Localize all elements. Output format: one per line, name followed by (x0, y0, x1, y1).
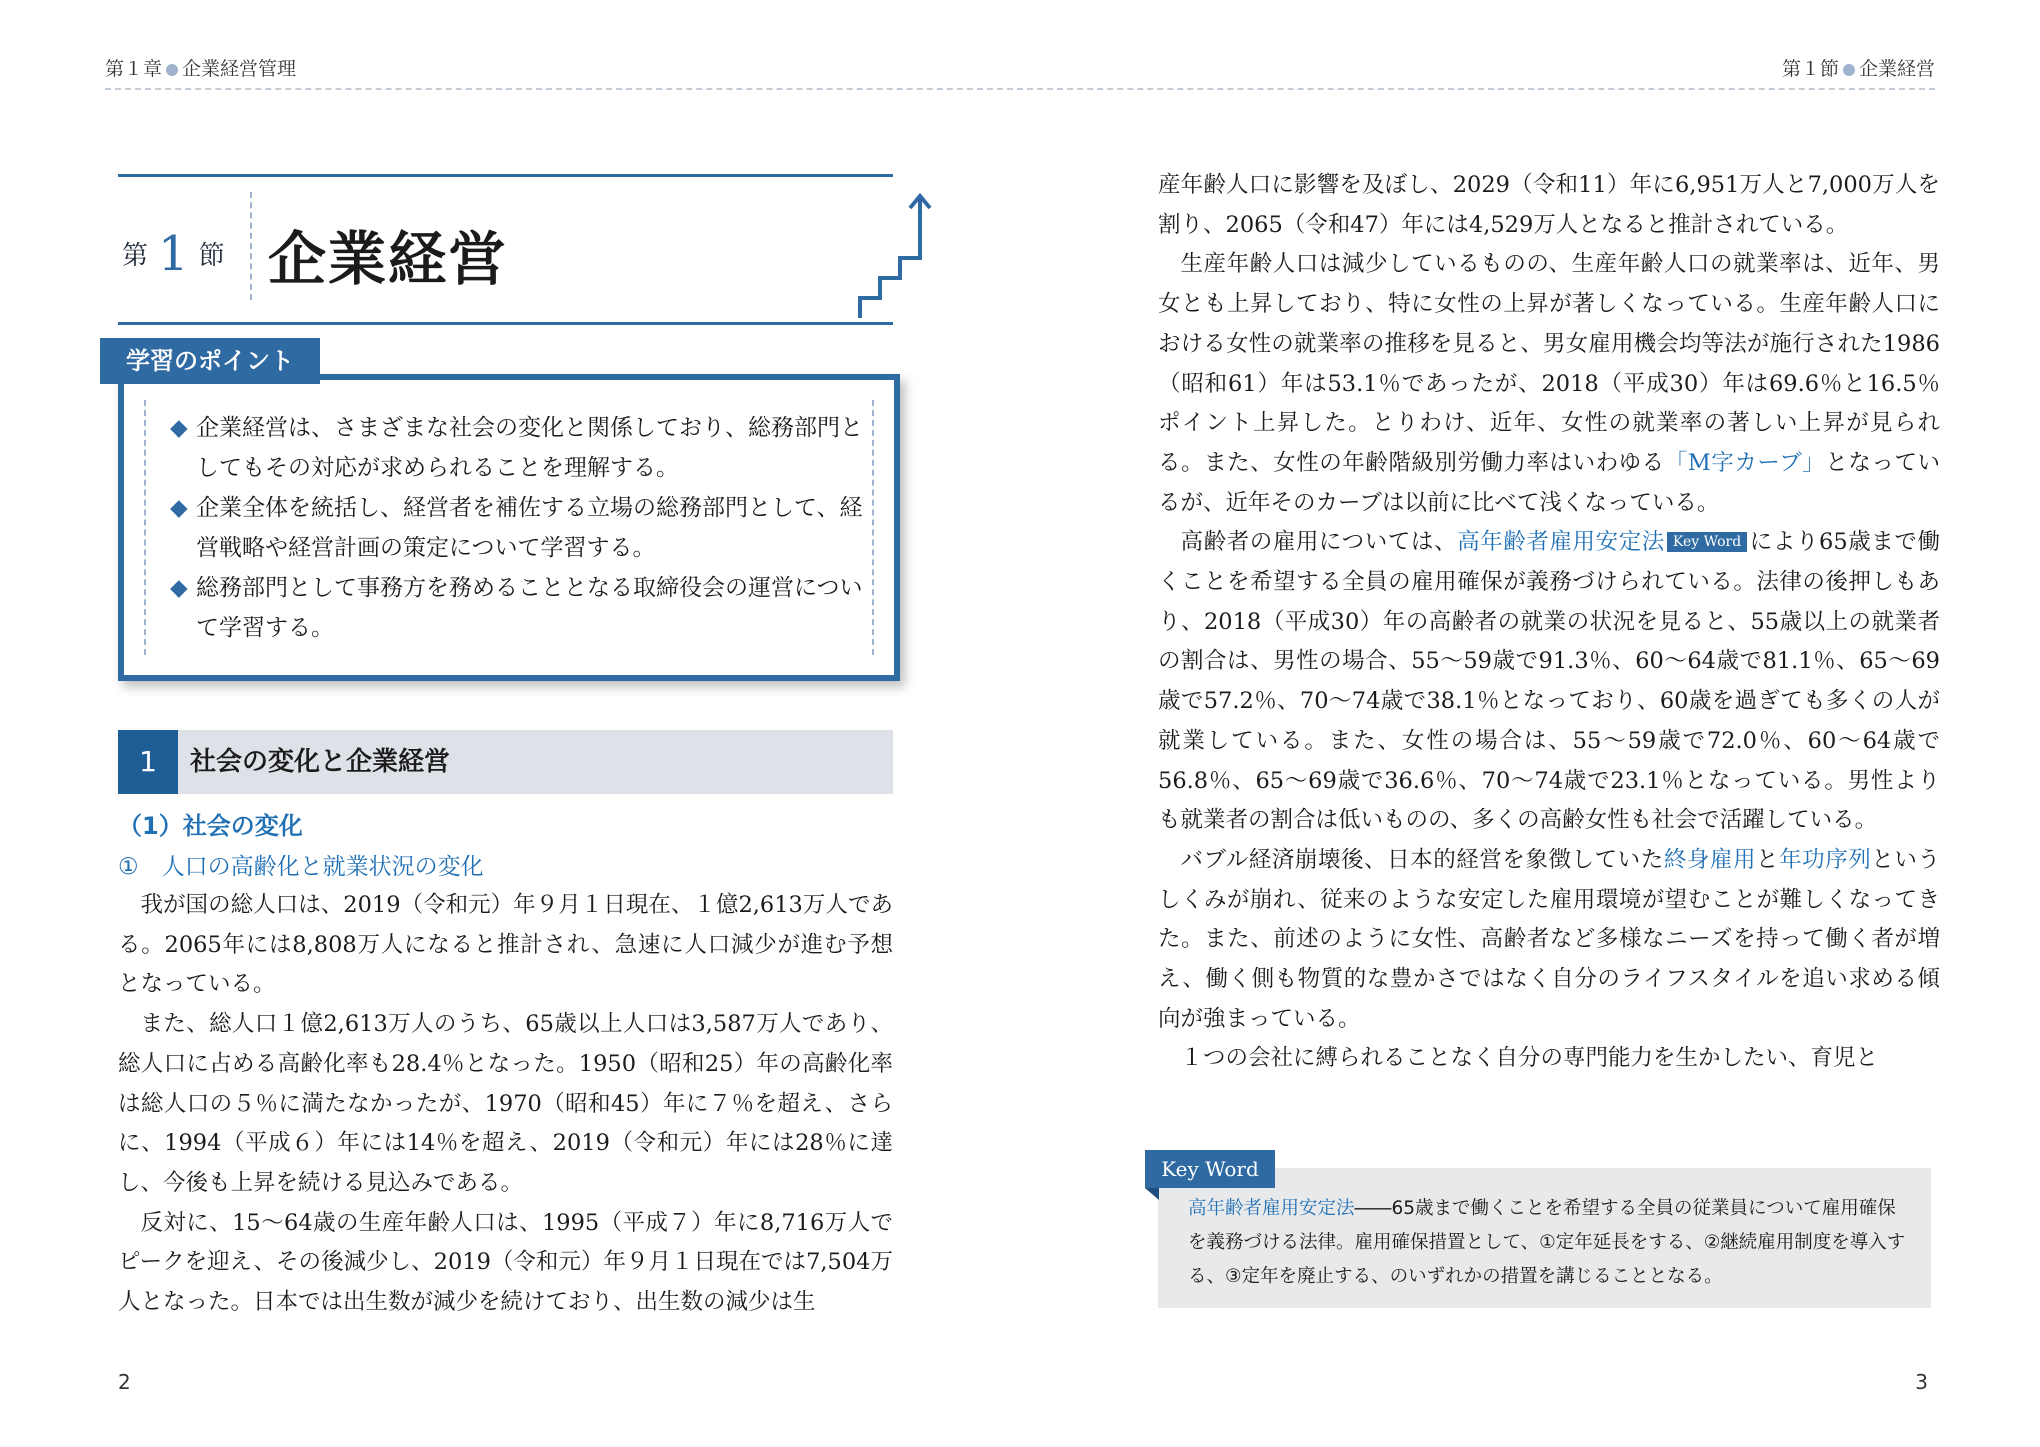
section-number: 1 (118, 730, 178, 794)
section-number-label (122, 220, 225, 282)
paragraph: 産年齢人口に影響を及ぼし、2029（令和11）年に6,951万人と7,000万人を割り、2065（令和47）年には4,529万人となると推計されている。 (1158, 172, 1940, 238)
paragraph: 反対に、15～64歳の生産年齢人口は、1995（平成７）年に8,716万人でピークを迎え、その後減少し、2019（令和元）年９月１日現在では7,504万人となった。日本では出生数が減少を続けており、出生数の減少は生 (118, 1209, 893, 1316)
key-word-tab: Key Word (1145, 1150, 1275, 1188)
elderly-employment-act-term: 高年齢者雇用安定法 (1457, 529, 1665, 556)
sub-subsection-heading: ① 人口の高齢化と就業状況の変化 (118, 854, 484, 880)
diamond-icon: ◆ (170, 575, 188, 601)
diamond-icon: ◆ (170, 495, 188, 521)
page-number-right: 3 (1915, 1370, 1928, 1394)
running-head-left (105, 54, 296, 81)
title-prefix: 第 (122, 241, 149, 271)
section-header-bar (118, 730, 893, 794)
key-word-badge: Key Word (1667, 532, 1747, 552)
stairs-arrow-icon (855, 190, 945, 320)
learning-point: ◆ 総務部門として事務方を務めることとなる取締役会の運営について学習する。 (170, 568, 870, 648)
paragraph: 生産年齢人口は減少しているものの、生産年齢人口の就業率は、近年、男女とも上昇しており、特に女性の上昇が著しくなっている。生産年齢人口における女性の就業率の推移を見ると、男女雇用機会均等法が施行された1986（昭和61）年は53.1％であったが、2018（平成30）年は69.6％と16.5％ポイント上昇した。とりわけ、近年、女性の就業率の著しい上昇が見られる。また、女性の年齢階級別労働力率はいわゆる「M字カーブ」となっているが、近年そのカーブは以前に比べて浅くなっている。 (1158, 251, 1940, 516)
page-title: 企業経営 (268, 225, 509, 293)
diamond-icon: ◆ (170, 415, 188, 441)
learning-point: ◆ 企業全体を統括し、経営者を補佐する立場の総務部門として、経営戦略や経営計画の策定について学習する。 (170, 488, 870, 568)
left-body-text (118, 886, 893, 1323)
key-word-definition: 高年齢者雇用安定法――65歳まで働くことを希望する全員の従業員について雇用確保を義務づける法律。雇用確保措置として、①定年延長をする、②継続雇用制度を導入する、③定年を廃止する、のいずれかの措置を講じることとなる。 (1188, 1198, 1906, 1287)
section-title: 企業経営 (1858, 58, 1935, 80)
dot-icon (1843, 64, 1855, 76)
title-suffix: 節 (198, 241, 225, 271)
header-divider (105, 88, 1935, 90)
paragraph: 高齢者の雇用については、高年齢者雇用安定法 Key Word により65歳まで働くことを希望する全員の雇用確保が義務づけられている。法律の後押しもあり、2018（平成30）年の高齢者の就業の状況を見ると、55歳以上の就業者の割合は、男性の場合、55～59歳で91.3％、60～64歳で81.1％、65～69歳で57.2％、70～74歳で38.1％となっており、60歳を過ぎても多くの人が就業している。また、女性の場合は、55～59歳で72.0％、60～64歳で56.8％、65～69歳で36.6％、70～74歳で23.1％となっている。男性よりも就業者の割合は低いものの、多くの高齢女性も社会で活躍している。 (1158, 529, 1940, 834)
page-number-left: 2 (118, 1370, 131, 1394)
paragraph: １つの会社に縛られることなく自分の専門能力を生かしたい、育児と (1180, 1045, 1879, 1072)
m-curve-term: 「M字カーブ」 (1664, 449, 1826, 476)
subsection-heading: （1）社会の変化 (118, 812, 303, 840)
section-label: 第１節 (1781, 58, 1839, 80)
learning-point: ◆ 企業経営は、さまざまな社会の変化と関係しており、総務部門としてもその対応が求められることを理解する。 (170, 408, 870, 488)
right-body-text (1158, 166, 1940, 1079)
paragraph: また、総人口１億2,613万人のうち、65歳以上人口は3,587万人であり、総人口に占める高齢化率も28.4％となった。1950（昭和25）年の高齢化率は総人口の５％に満たなかったが、1970（昭和45）年に７％を超え、さらに、1994（平成６）年には14％を超え、2019（令和元）年には28％に達し、今後も上昇を続ける見込みである。 (118, 1011, 893, 1196)
lifetime-employment-term: 終身雇用 (1663, 846, 1757, 873)
chapter-label: 第１章 (105, 58, 163, 80)
learning-points-box (118, 374, 900, 681)
title-number: 1 (158, 226, 189, 282)
learning-points-tab: 学習のポイント (100, 338, 320, 384)
paragraph: バブル経済崩壊後、日本的経営を象徴していた終身雇用と年功序列というしくみが崩れ、従来のような安定した雇用環境が望むことが難しくなってきた。また、前述のように女性、高齢者など多様なニーズを持って働く者が増え、働く側も物質的な豊かさではなく自分のライフスタイルを追い求める傾向が強まっている。 (1158, 846, 1940, 1032)
learning-points-list (170, 408, 870, 648)
chapter-title: 企業経営管理 (182, 58, 297, 80)
dot-icon (166, 64, 178, 76)
section-heading: 社会の変化と企業経営 (190, 747, 451, 777)
title-divider (250, 192, 252, 300)
tab-fold-icon (1145, 1188, 1159, 1200)
seniority-system-term: 年功序列 (1779, 846, 1872, 873)
running-head-right (1782, 54, 1935, 81)
paragraph: 我が国の総人口は、2019（令和元）年９月１日現在、１億2,613万人である。2065年には8,808万人になると推計され、急速に人口減少が進む予想となっている。 (118, 892, 893, 998)
key-word-term: 高年齢者雇用安定法 (1188, 1198, 1355, 1219)
